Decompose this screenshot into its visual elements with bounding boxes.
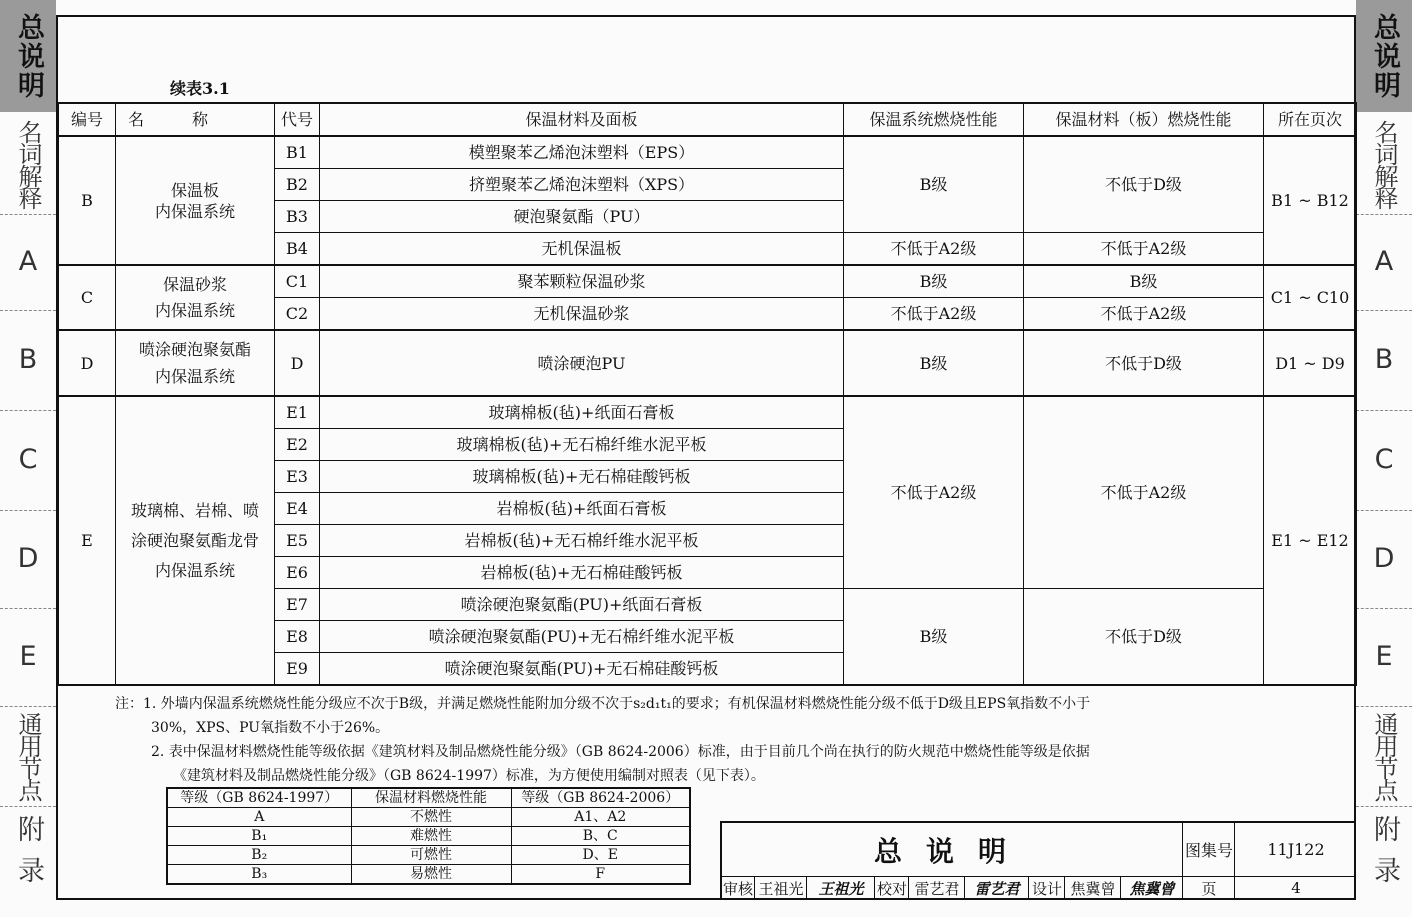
table-row [167,827,690,846]
sidebar-tab-appendix[interactable] [1356,806,1412,906]
checker-name: 雷艺君 [908,876,965,900]
header-cell: 等级（GB 8624-1997） [167,788,351,808]
code-cell: E2 [275,429,320,461]
comparison-table [166,787,691,885]
sidebar-tab-b[interactable] [1356,310,1412,410]
table-cell: A [167,808,351,827]
code-cell: E3 [275,461,320,493]
designer-signature: 焦冀曾 [1120,876,1183,900]
insulation-table [58,102,1357,686]
material-cell: 硬泡聚氨酯（PU） [320,201,844,233]
tab-label: C [18,444,38,475]
material-cell: 挤塑聚苯乙烯泡沫塑料（XPS） [320,169,844,201]
table-cell: A1、A2 [511,808,690,827]
table-cell: B、C [511,827,690,846]
material-rating: 不低于A2级 [1024,396,1264,589]
material-rating: 不低于D级 [1024,136,1264,233]
note-line: 《建筑材料及制品燃烧性能分级》（GB 8624-1997）标准，为方便使用编制对照表（见下表）。 [173,768,765,784]
material-cell: 模塑聚苯乙烯泡沫塑料（EPS） [320,136,844,169]
tab-label: B [1374,344,1394,375]
material-cell: 聚苯颗粒保温砂浆 [320,265,844,298]
code-cell: E5 [275,525,320,557]
table-row [167,846,690,865]
system-rating: B级 [844,265,1024,298]
table-row [59,136,1357,169]
table-row [167,865,690,885]
page-label: 页 [1182,876,1235,900]
table-cell: D、E [511,846,690,865]
sheet-title: 总说明 [873,834,1030,868]
code-cell: C1 [275,265,320,298]
sidebar-tab-general[interactable] [1356,0,1412,112]
check-label: 校对 [874,876,909,900]
sidebar-tab-general[interactable] [0,0,56,112]
code-cell: E9 [275,653,320,686]
system-rating: B级 [844,136,1024,233]
tab-label: D [1373,543,1395,574]
material-rating: B级 [1024,265,1264,298]
group-id: B [59,136,116,265]
notes [115,692,1330,788]
signature-row [722,876,1356,900]
sidebar-tab-terms[interactable] [1356,114,1412,214]
material-cell: 喷涂硬泡聚氨酯(PU)+纸面石膏板 [320,589,844,621]
page-range: C1 ~ C10 [1264,265,1357,330]
table-row [167,788,690,808]
checker-signature: 雷艺君 [964,876,1029,900]
sidebar-tab-terms[interactable] [0,114,56,214]
table-cell: B₃ [167,865,351,885]
table-cell: 易燃性 [351,865,511,885]
header-cell: 保温系统燃烧性能 [844,103,1024,136]
material-cell: 喷涂硬泡PU [320,330,844,396]
design-label: 设计 [1028,876,1065,900]
table-row [59,396,1357,429]
page-range: D1 ~ D9 [1264,330,1357,396]
tab-label: D [17,543,39,574]
left-sidebar [0,0,56,917]
header-cell: 代号 [275,103,320,136]
code-cell: B4 [275,233,320,266]
material-cell: 喷涂硬泡聚氨酯(PU)+无石棉硅酸钙板 [320,653,844,686]
table-row [59,265,1357,298]
sidebar-tab-e[interactable] [0,608,56,706]
tab-label: A [1374,246,1394,277]
tab-label: 总说明 [1369,12,1400,100]
material-cell: 玻璃棉板(毡)+纸面石膏板 [320,396,844,429]
system-rating: B级 [844,589,1024,686]
sidebar-tab-nodes[interactable] [0,706,56,806]
code-cell: B1 [275,136,320,169]
system-rating: 不低于A2级 [844,298,1024,331]
reviewer-signature: 王祖光 [806,876,875,900]
group-id: C [59,265,116,330]
tab-label: 总说明 [13,12,44,100]
group-name: 保温砂浆 内保温系统 [116,265,275,330]
material-cell: 无机保温板 [320,233,844,266]
sidebar-tab-c[interactable] [0,410,56,510]
table-row [59,330,1357,396]
tab-label: C [1374,444,1394,475]
table-cell: B₂ [167,846,351,865]
table-cell: 可燃性 [351,846,511,865]
table-cell: 不燃性 [351,808,511,827]
group-name: 玻璃棉、岩棉、喷 涂硬泡聚氨酯龙骨 内保温系统 [116,396,275,685]
sidebar-tab-nodes[interactable] [1356,706,1412,806]
table-cell: F [511,865,690,885]
tab-label: 通用节点 [14,712,42,800]
sidebar-tab-a[interactable] [0,214,56,310]
tab-label: E [19,641,37,672]
tab-label: 附录 [13,815,44,897]
header-cell: 等级（GB 8624-2006） [511,788,690,808]
material-cell: 岩棉板(毡)+纸面石膏板 [320,493,844,525]
designer-name: 焦冀曾 [1064,876,1121,900]
tab-label: B [18,344,38,375]
code-cell: C2 [275,298,320,331]
material-rating: 不低于A2级 [1024,298,1264,331]
code-cell: B3 [275,201,320,233]
material-cell: 玻璃棉板(毡)+无石棉硅酸钙板 [320,461,844,493]
atlas-number: 11J122 [1234,823,1357,876]
sidebar-tab-e[interactable] [1356,608,1412,706]
code-cell: D [275,330,320,396]
code-cell: E8 [275,621,320,653]
header-cell: 保温材料燃烧性能 [351,788,511,808]
system-rating: 不低于A2级 [844,396,1024,589]
header-cell: 保温材料及面板 [320,103,844,136]
material-cell: 喷涂硬泡聚氨酯(PU)+无石棉纤维水泥平板 [320,621,844,653]
sidebar-tab-d[interactable] [1356,510,1412,608]
group-name: 喷涂硬泡聚氨酯 内保温系统 [116,330,275,396]
system-rating: B级 [844,330,1024,396]
table-cell: B₁ [167,827,351,846]
header-cell: 保温材料（板）燃烧性能 [1024,103,1264,136]
material-cell: 岩棉板(毡)+无石棉纤维水泥平板 [320,525,844,557]
group-id: E [59,396,116,685]
atlas-label: 图集号 [1182,823,1235,876]
material-cell: 无机保温砂浆 [320,298,844,331]
code-cell: E4 [275,493,320,525]
tab-label: 附录 [1369,815,1400,897]
header-cell: 所在页次 [1264,103,1357,136]
material-cell: 岩棉板(毡)+无石棉硅酸钙板 [320,557,844,589]
reviewer-name: 王祖光 [754,876,807,900]
group-name: 保温板 内保温系统 [116,136,275,265]
tab-label: E [1375,641,1393,672]
code-cell: E6 [275,557,320,589]
tab-label: A [18,246,38,277]
sidebar-tab-c[interactable] [1356,410,1412,510]
material-rating: 不低于D级 [1024,330,1264,396]
note-line: 30%，XPS、PU氧指数不小于26%。 [151,720,390,736]
code-cell: E1 [275,396,320,429]
page-range: B1 ~ B12 [1264,136,1357,265]
material-rating: 不低于D级 [1024,589,1264,686]
tab-label: 名词解释 [14,120,42,208]
table-caption: 续表3.1 [170,79,230,98]
tab-label: 通用节点 [1370,712,1398,800]
material-rating: 不低于A2级 [1024,233,1264,266]
sidebar-tab-b[interactable] [0,310,56,410]
title-block [720,821,1356,900]
tab-label: 名词解释 [1370,120,1398,208]
note-line: 2. 表中保温材料燃烧性能等级依据《建筑材料及制品燃烧性能分级》（GB 8624-2006）标准，由于目前几个尚在执行的防火规范中燃烧性能等级是依据 [151,744,1090,760]
sidebar-tab-appendix[interactable] [0,806,56,906]
material-cell: 玻璃棉板(毡)+无石棉纤维水泥平板 [320,429,844,461]
header-cell: 名 称 [116,103,275,136]
sidebar-tab-a[interactable] [1356,214,1412,310]
right-sidebar [1356,0,1412,917]
review-label: 审核 [722,879,753,898]
page-number: 4 [1234,876,1357,900]
page-range: E1 ~ E12 [1264,396,1357,685]
note-line: 注：1. 外墙内保温系统燃烧性能分级应不次于B级，并满足燃烧性能附加分级不次于s₂d₁t₁的要求；有机保温材料燃烧性能分级不低于D级且EPS氧指数不小于 [115,696,1091,712]
table-row [167,808,690,827]
header-cell: 编号 [59,103,116,136]
group-id: D [59,330,116,396]
code-cell: B2 [275,169,320,201]
sidebar-tab-d[interactable] [0,510,56,608]
code-cell: E7 [275,589,320,621]
system-rating: 不低于A2级 [844,233,1024,266]
title-row [722,823,1356,877]
table-cell: 难燃性 [351,827,511,846]
